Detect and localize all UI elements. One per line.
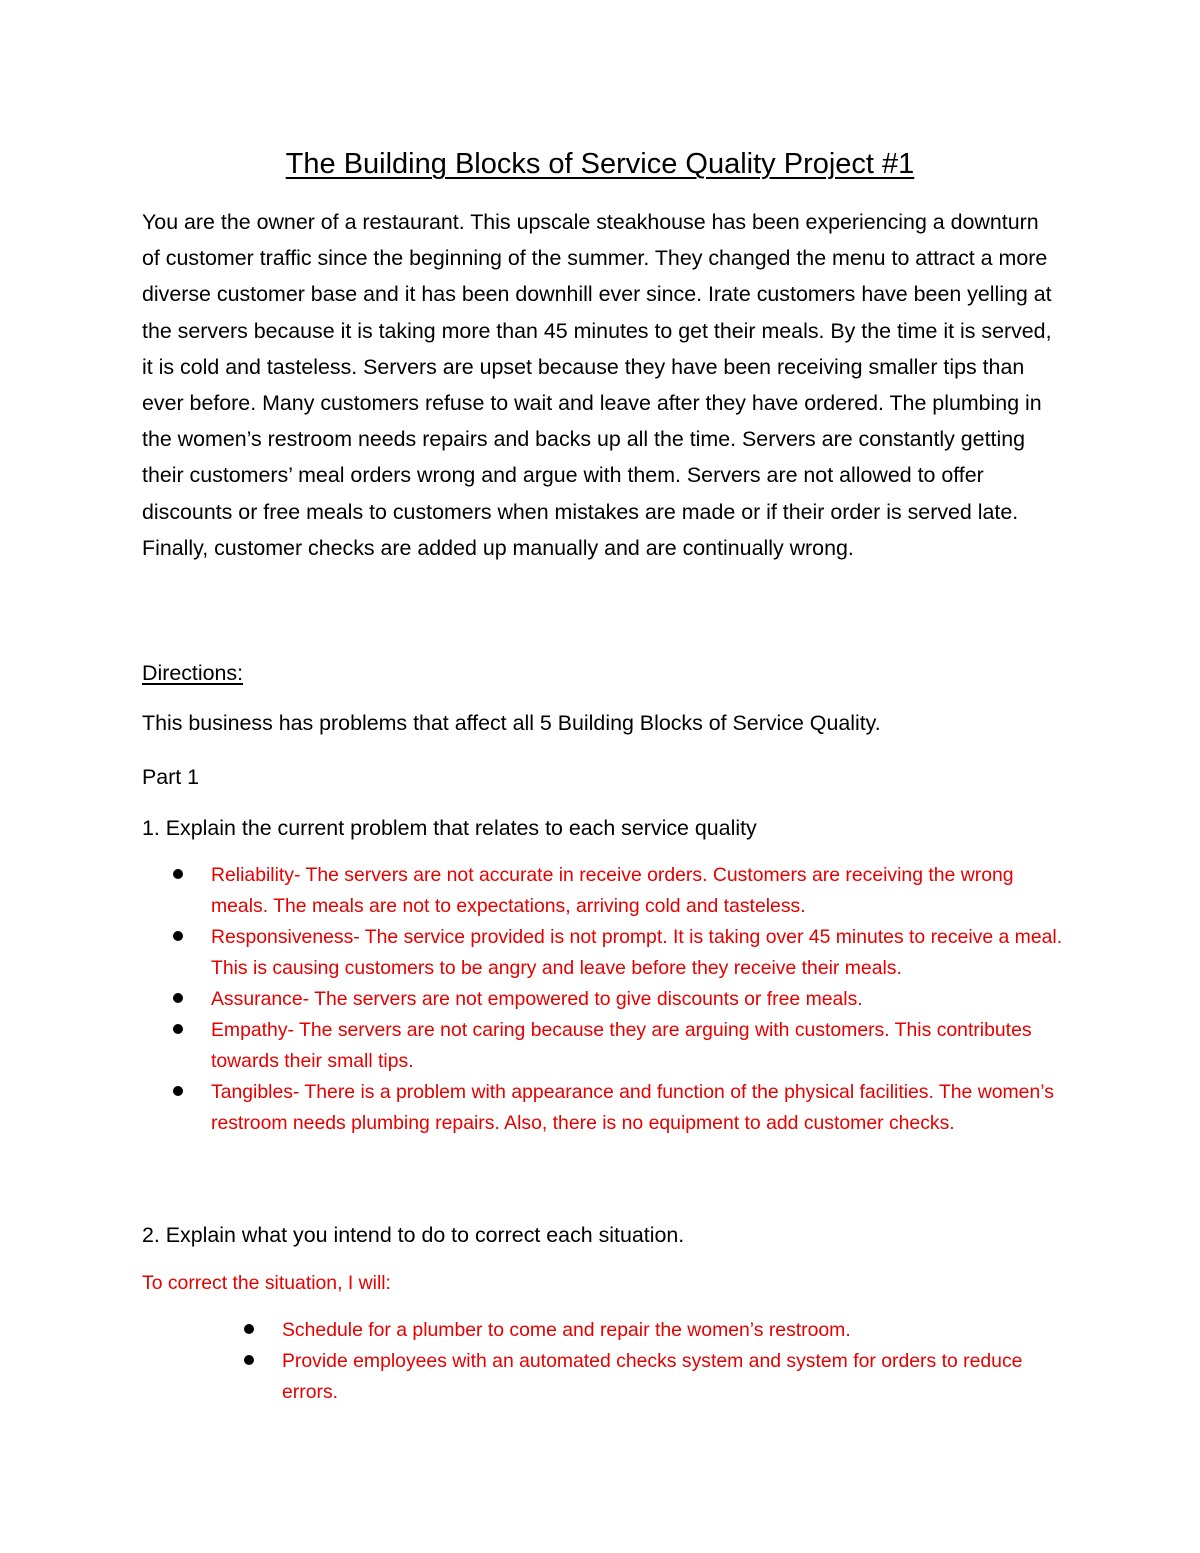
- directions-text: This business has problems that affect all 5 Building Blocks of Service Quality.: [142, 711, 881, 735]
- answer-assurance: Assurance- The servers are not empowered to give discounts or free meals.: [211, 988, 863, 1010]
- list-item: [167, 1077, 1067, 1139]
- list-item: [167, 922, 1067, 984]
- list-item: [167, 860, 1067, 922]
- bullet-icon: [173, 931, 183, 941]
- part-label: Part 1: [142, 765, 200, 789]
- answer-responsiveness: Responsiveness- The service provided is not prompt. It is taking over 45 minutes to receive a meal. This is causing customers to be angry and leave before they receive their meals.: [211, 926, 1063, 979]
- bullet-icon: [244, 1324, 254, 1334]
- answer-plumber: Schedule for a plumber to come and repair the women’s restroom.: [282, 1319, 851, 1341]
- intro-paragraph: You are the owner of a restaurant. This upscale steakhouse has been experiencing a downturn of customer traffic since the beginning of the summer. They changed the menu to attract a more diverse customer base and it has been downhill ever since. Irate customers have been yelling at the servers because it is taking more than 45 minutes to get their meals. By the time it is served, it is cold and tasteless. Servers are upset because they have been receiving smaller tips than ever before. Many customers refuse to wait and leave after they have ordered. The plumbing in the women’s restroom needs repairs and backs up all the time. Servers are constantly getting their customers’ meal orders wrong and argue with them. Servers are not allowed to offer discounts or free meals to customers when mistakes are made or if their order is served late. Finally, customer checks are added up manually and are continually wrong.: [142, 210, 1052, 560]
- bullet-icon: [173, 993, 183, 1003]
- bullet-icon: [173, 1086, 183, 1096]
- document-title: The Building Blocks of Service Quality Project #1: [285, 148, 915, 180]
- answer-tangibles: Tangibles- There is a problem with appearance and function of the physical facilities. The women’s restroom needs plumbing repairs. Also, there is no equipment to add customer checks.: [211, 1081, 1054, 1134]
- answer-automated-checks: Provide employees with an automated checks system and system for orders to reduce errors.: [282, 1350, 1023, 1403]
- directions-heading: Directions:: [142, 661, 244, 685]
- answer-reliability: Reliability- The servers are not accurate in receive orders. Customers are receiving the wrong meals. The meals are not to expectations, arriving cold and tasteless.: [211, 864, 1014, 917]
- bullet-icon: [173, 869, 183, 879]
- correct-intro: To correct the situation, I will:: [142, 1272, 391, 1294]
- list-item: [167, 984, 1067, 1015]
- question-1: 1. Explain the current problem that relates to each service quality: [142, 816, 757, 840]
- bullet-icon: [244, 1355, 254, 1365]
- bullet-icon: [173, 1024, 183, 1034]
- answers-1-list: [167, 860, 1067, 1139]
- list-item: [167, 1015, 1067, 1077]
- list-item: [238, 1346, 1058, 1408]
- question-2: 2. Explain what you intend to do to correct each situation.: [142, 1223, 685, 1247]
- list-item: [238, 1315, 1058, 1346]
- answer-empathy: Empathy- The servers are not caring because they are arguing with customers. This contributes towards their small tips.: [211, 1019, 1032, 1072]
- answers-2-list: [238, 1315, 1058, 1408]
